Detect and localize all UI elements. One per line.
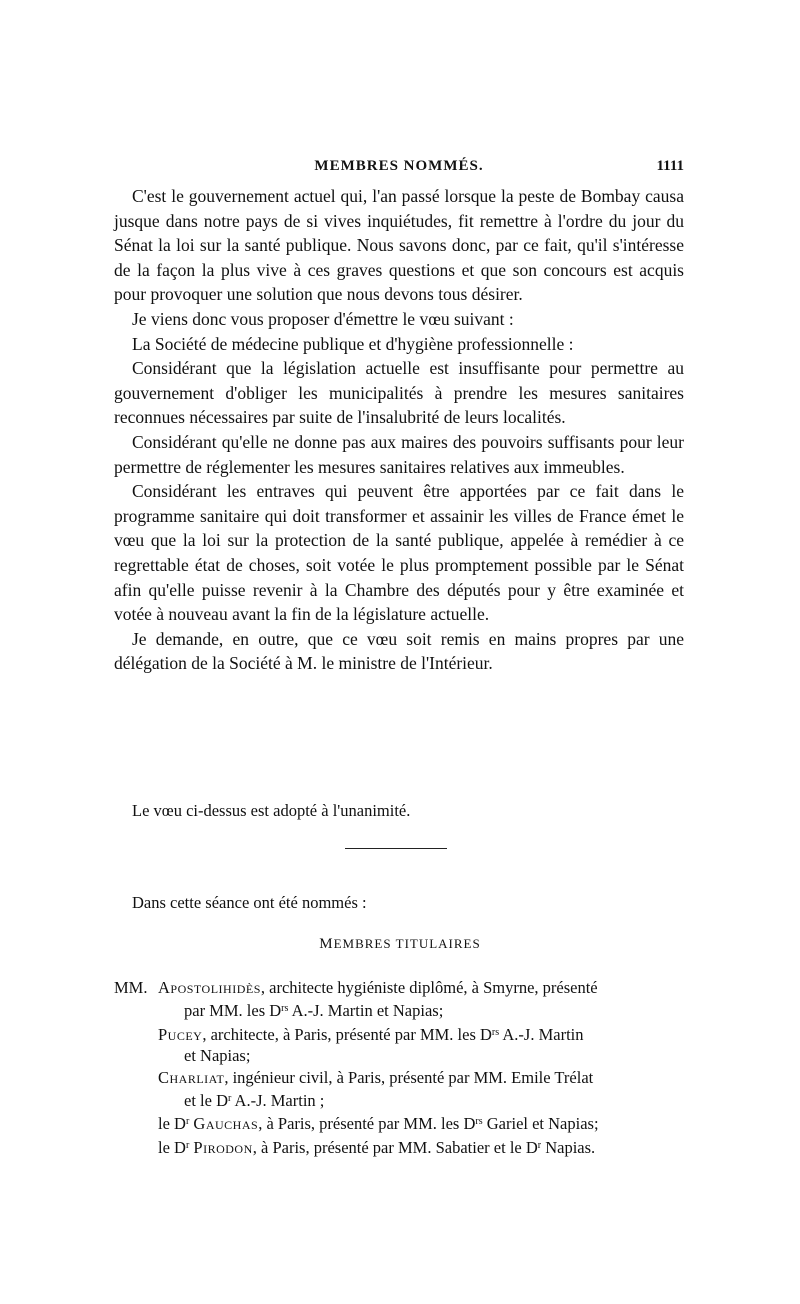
member-name: Pirodon bbox=[193, 1137, 253, 1157]
separator-rule bbox=[345, 848, 447, 849]
entry-line: par MM. les $D^{rs}$ A.-J. Martin et Napias; bbox=[184, 1001, 444, 1021]
paragraph: Je demande, en outre, que ce vœu soit remis en mains propres par une délégation de la Société à M. le ministre de l'Intérieur. bbox=[114, 628, 684, 674]
entry-line: Apostolihidès, architecte hygiéniste diplômé, à Smyrne, présenté bbox=[158, 978, 598, 997]
member-entry bbox=[114, 977, 684, 1022]
section-heading-initial: M bbox=[319, 936, 334, 952]
paragraph: Considérant que la législation actuelle est insuffisante pour permettre au gouvernement d'obliger les municipalités à prendre les mesures sanitaires reconnues nécessaires par suite de l'insalubrité de leurs localités. bbox=[114, 358, 684, 428]
member-entry bbox=[114, 1067, 684, 1112]
entry-line: Pucey, architecte, à Paris, présenté par MM. les $D^{rs}$ A.-J. Martin bbox=[158, 1024, 584, 1044]
member-name: Gauchas bbox=[193, 1114, 259, 1134]
members-prefix: MM. bbox=[114, 978, 148, 997]
resolution-statement: Le vœu ci-dessus est adopté à l'unanimité. bbox=[132, 801, 411, 820]
entry-line: le $D^r$ Gauchas, à Paris, présenté par MM. les $D^{rs}$ Gariel et Napias; bbox=[158, 1114, 599, 1134]
entry-line: Charliat, ingénieur civil, à Paris, présenté par MM. Emile Trélat bbox=[158, 1067, 594, 1087]
paragraph: C'est le gouvernement actuel qui, l'an passé lorsque la peste de Bombay causa jusque dans notre pays de si vives inquiétudes, fit remettre à l'ordre du jour du Sénat la loi sur la santé publique. Nous savons donc, par ce fait, qu'il s'intéresse de la façon la plus vive à ces graves questions et que son concours est acquis pour provoquer une solution que nous devons tous désirer. bbox=[114, 186, 684, 305]
page-number: 1111 bbox=[656, 158, 684, 174]
member-name: Pucey bbox=[158, 1024, 203, 1044]
member-entry bbox=[114, 1111, 684, 1134]
member-name: Charliat bbox=[158, 1067, 225, 1087]
body-text bbox=[114, 184, 684, 676]
section-heading-rest: EMBRES TITULAIRES bbox=[333, 936, 481, 951]
member-name: Apostolihidès bbox=[158, 978, 261, 997]
entry-line: et le $D^r$ A.-J. Martin ; bbox=[184, 1091, 325, 1111]
member-entry bbox=[114, 1135, 684, 1158]
section-heading bbox=[0, 936, 800, 953]
paragraph: Considérant les entraves qui peuvent être apportées par ce fait dans le programme sanitaire qui doit transformer et assainir les villes de France émet le vœu que la loi sur la protection de la santé publique, appelée à remédier à ce regrettable état de choses, soit votée le plus promptement possible par le Sénat afin qu'elle puisse revenir à la Chambre des députés pour y être examinée et votée à nouveau avant la fin de la législature actuelle. bbox=[114, 481, 684, 625]
member-entry bbox=[114, 1022, 684, 1067]
entry-line: le $D^r$ Pirodon, à Paris, présenté par MM. Sabatier et le $D^r$ Napias. bbox=[158, 1137, 596, 1157]
nominations-intro: Dans cette séance ont été nommés : bbox=[132, 893, 367, 912]
running-title: MEMBRES NOMMÉS. bbox=[314, 158, 484, 174]
page-header bbox=[114, 158, 684, 180]
members-list bbox=[114, 977, 684, 1158]
paragraph: Je viens donc vous proposer d'émettre le vœu suivant : bbox=[132, 308, 514, 329]
entry-line: et Napias; bbox=[184, 1046, 251, 1066]
paragraph: Considérant qu'elle ne donne pas aux maires des pouvoirs suffisants pour leur permettre de réglementer les mesures sanitaires relatives aux immeubles. bbox=[114, 431, 684, 477]
paragraph: La Société de médecine publique et d'hygiène professionnelle : bbox=[132, 333, 574, 354]
